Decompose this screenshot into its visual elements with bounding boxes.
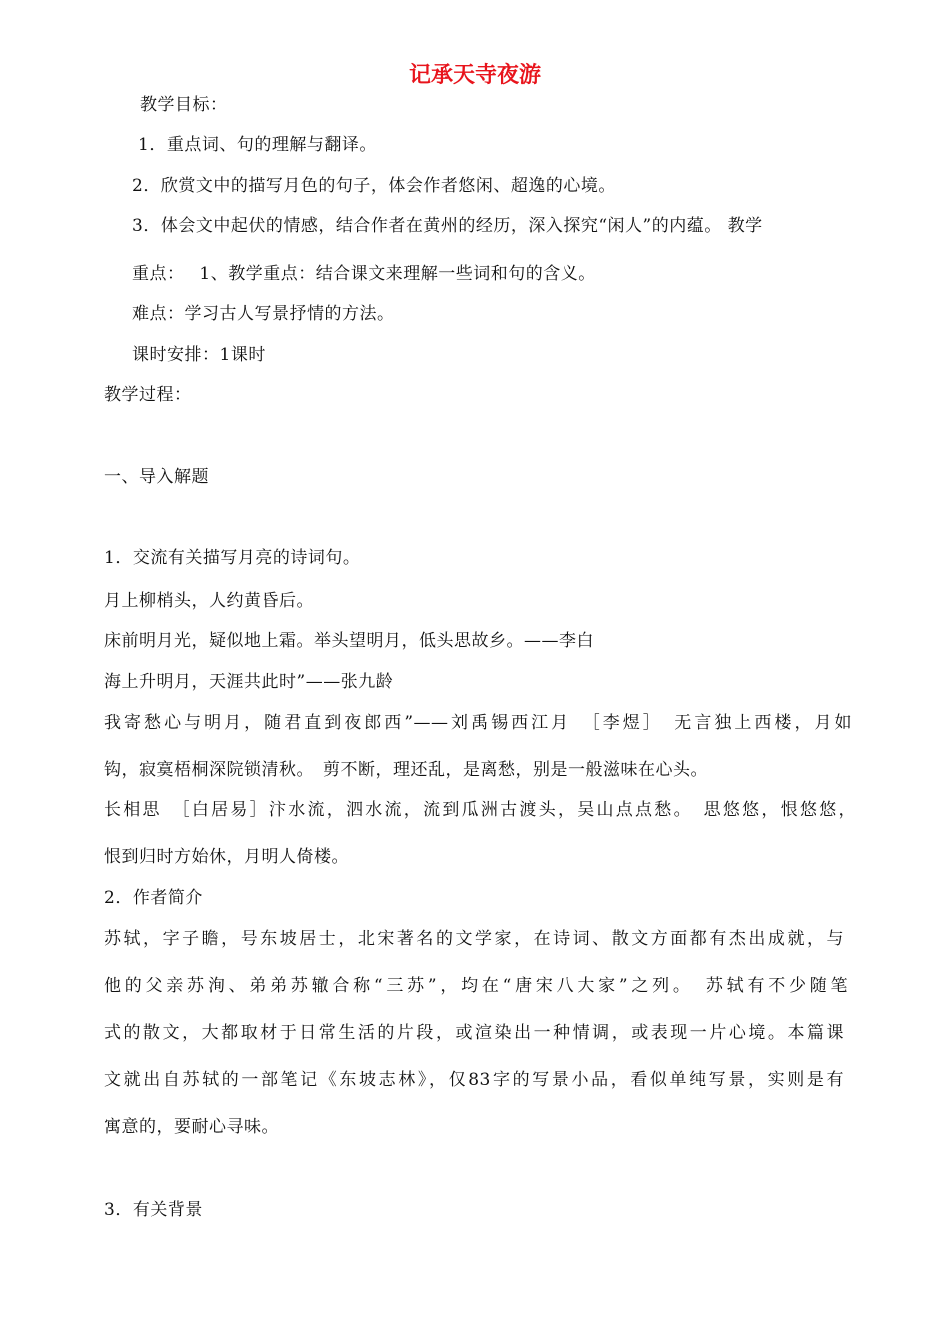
section-heading: 2．作者简介 [104,888,203,908]
text-line: 寓意的，要耐心寻味。 [104,1117,279,1137]
text-line: 2．欣赏文中的描写月色的句子，体会作者悠闲、超逸的心境。 [132,176,616,196]
document-title: 记承天寺夜游 [408,63,541,88]
text-line: 1．重点词、句的理解与翻译。 [138,135,377,155]
text-line: 教学过程： [104,385,192,405]
text-line: 3．体会文中起伏的情感，结合作者在黄州的经历，深入探究“闲人”的内蕴。 教学 [132,216,763,236]
text-line: 恨到归时方始休，月明人倚楼。 [104,847,349,867]
text-line: 难点：学习古人写景抒情的方法。 [132,304,395,324]
text-line: 教学目标： [140,95,228,115]
text-line: 重点： 1、教学重点：结合课文来理解一些词和句的含义。 [132,264,596,284]
text-line: 他的父亲苏洵、弟弟苏辙合称“三苏”，均在“唐宋八大家”之列。 苏轼有不少随笔 [104,976,848,996]
text-line: 床前明月光，疑似地上霜。举头望明月，低头思故乡。——李白 [104,631,594,651]
text-line: 1．交流有关描写月亮的诗词句。 [104,548,361,568]
text-line: 式的散文，大都取材于日常生活的片段，或渲染出一种情调，或表现一片心境。本篇课 [104,1023,844,1043]
text-line: 苏轼，字子瞻，号东坡居士，北宋著名的文学家，在诗词、散文方面都有杰出成就，与 [104,929,844,949]
text-line: 文就出自苏轼的一部笔记《东坡志林》，仅83字的写景小品，看似单纯写景，实则是有 [104,1070,844,1090]
text-line: 海上升明月，天涯共此时”——张九龄 [104,672,394,692]
text-line: 我寄愁心与明月，随君直到夜郎西”——刘禹锡西江月 ［李煜］ 无言独上西楼，月如 [104,713,852,733]
text-line: 钩，寂寞梧桐深院锁清秋。 剪不断，理还乱，是离愁，别是一般滋味在心头。 [104,760,708,780]
text-line: 课时安排：1课时 [132,345,266,365]
text-line: 月上柳梢头，人约黄昏后。 [104,591,314,611]
section-heading: 一、导入解题 [104,467,209,487]
section-heading: 3．有关背景 [104,1200,203,1220]
text-line: 长相思 ［白居易］汴水流，泗水流，流到瓜洲古渡头，吴山点点愁。 思悠悠，恨悠悠， [104,800,856,820]
